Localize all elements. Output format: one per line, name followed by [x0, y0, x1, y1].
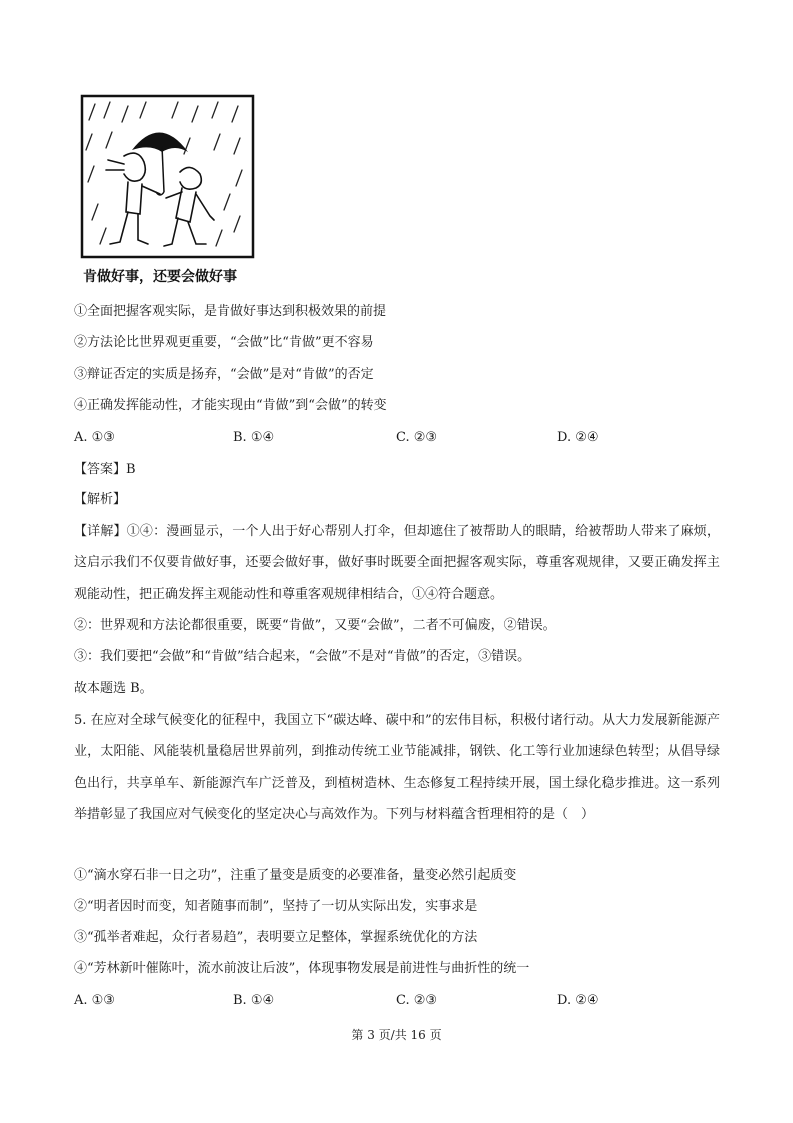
- q5-stem: 5. 在应对全球气候变化的征程中，我国立下“碳达峰、碳中和”的宏伟目标，积极付诸行动。从大力发展新能源产业，太阳能、风能装机量稳居世界前列，到推动传统工业节能减排，钢铁、化工等行业加速绿色转型；从倡导绿色出行，共享单车、新能源汽车广泛普及，到植树造林、生态修复工程持续开展，国土绿化稳步推进。这一系列举措彰显了我国应对气候变化的坚定决心与高效作为。下列与材料蕴含哲理相符的是（ ）: [74, 713, 720, 822]
- q5-statement-2: ②“明者因时而变，知者随事而制”，坚持了一切从实际出发，实事求是: [74, 899, 478, 914]
- detail-label: 【详解】: [74, 524, 127, 539]
- q5-option-c: C. ②③: [396, 993, 438, 1008]
- q4-statement-1: ①全面把握客观实际，是肯做好事达到积极效果的前提: [74, 304, 387, 319]
- q4-option-a: A. ①③: [74, 430, 115, 445]
- q4-conclusion: 故本题选 B。: [74, 681, 153, 696]
- detail-text: ①④：漫画显示，一个人出于好心帮别人打伞，但却遮住了被帮助人的眼睛，给被帮助人带来了麻烦，这启示我们不仅要肯做好事，还要会做好事，做好事时既要全面把握客观实际，尊重客观规律，又要正确发挥主观能动性，把正确发挥主观能动性和尊重客观规律相结合，①④符合题意。: [74, 524, 720, 602]
- q4-statement-4: ④正确发挥能动性，才能实现由“肯做”到“会做”的转变: [74, 398, 387, 413]
- q4-statement-3: ③辩证否定的实质是扬弃，“会做”是对“肯做”的否定: [74, 367, 374, 382]
- analysis-label: 【解析】: [74, 492, 127, 507]
- q5-statement-3: ③“孤举者难起，众行者易趋”，表明要立足整体，掌握系统优化的方法: [74, 930, 478, 945]
- q5-statement-1: ①“滴水穿石非一日之功”，注重了量变是质变的必要准备，量变必然引起质变: [74, 868, 517, 883]
- q4-explanation-3: ③：我们要把“会做”和“肯做”结合起来，“会做”不是对“肯做”的否定，③错误。: [74, 649, 531, 664]
- q4-explanation-2: ②：世界观和方法论都很重要，既要“肯做”，又要“会做”，二者不可偏废，②错误。: [74, 618, 556, 633]
- answer-label: 【答案】: [74, 462, 127, 477]
- cartoon-illustration: [80, 94, 255, 259]
- q5-option-b: B. ①④: [233, 993, 275, 1008]
- q5-option-a: A. ①③: [74, 993, 115, 1008]
- q5-option-d: D. ②④: [557, 993, 599, 1008]
- q4-analysis-label: [74, 491, 126, 509]
- cartoon-caption: 肯做好事，还要会做好事: [83, 269, 237, 285]
- q4-option-c: C. ②③: [396, 430, 438, 445]
- answer-value: B: [126, 462, 136, 477]
- q4-answer: [74, 461, 136, 479]
- q4-option-d: D. ②④: [557, 430, 599, 445]
- page-footer: 第 3 页/共 16 页: [351, 1028, 442, 1042]
- q4-statement-2: ②方法论比世界观更重要，“会做”比“肯做”更不容易: [74, 335, 374, 350]
- q4-detail-paragraph: [74, 516, 720, 610]
- q4-option-b: B. ①④: [233, 430, 275, 445]
- q5-statement-4: ④“芳林新叶催陈叶，流水前波让后波”，体现事物发展是前进性与曲折性的统一: [74, 961, 530, 976]
